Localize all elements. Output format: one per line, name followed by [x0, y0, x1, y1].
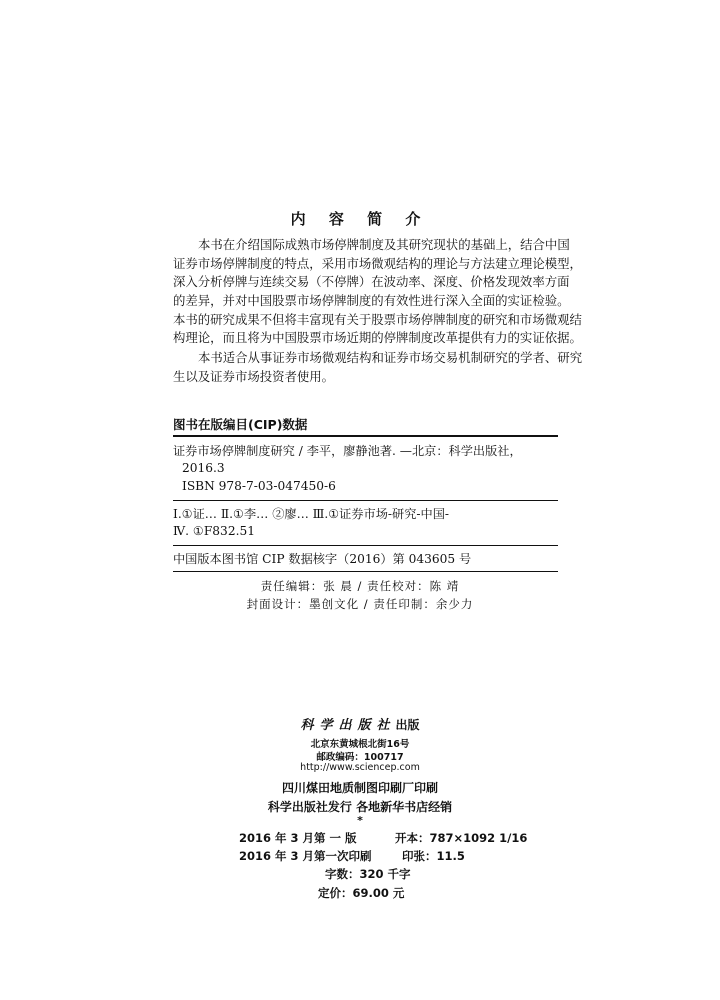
- sheets-info: 印张：11.5: [402, 849, 465, 863]
- text-line: 本书在介绍国际成熟市场停牌制度及其研究现状的基础上，结合中国: [198, 237, 570, 252]
- credits-design: 封面设计：墨创文化 / 责任印制：余少力: [246, 597, 474, 611]
- edition-info: 2016 年 3 月第 一 版: [239, 831, 357, 845]
- text-line: 本书适合从事证券市场微观结构和证券市场交易机制研究的学者、研究: [198, 350, 583, 365]
- separator-star: *: [357, 814, 363, 827]
- publisher-website: http://www.sciencep.com: [300, 762, 420, 773]
- text-line: 本书的研究成果不但将丰富现有关于股票市场停牌制度的研究和市场微观结: [173, 311, 582, 327]
- cip-classification: Ⅰ.①证… Ⅱ.①李… ②廖… Ⅲ.①证券市场-研究-中国-: [173, 507, 450, 521]
- cip-entry-line: 证券市场停牌制度研究 / 李平，廖静池著. —北京：科学出版社，: [173, 444, 522, 458]
- divider: [173, 545, 558, 546]
- wordcount-info: 字数：320 千字: [325, 867, 411, 881]
- summary-paragraph-1: [173, 236, 582, 348]
- format-info: 开本：787×1092 1/16: [395, 831, 528, 845]
- price-info: 定价：69.00 元: [318, 886, 405, 900]
- text-line: 的差异，并对中国股票市场停牌制度的有效性进行深入全面的实证检验。: [173, 293, 570, 309]
- text-line: 构理论，而且将为中国股票市场近期的停牌制度改革提供有力的实证依据。: [173, 330, 582, 346]
- cip-entry-date: 2016.3: [182, 461, 225, 475]
- printing-info: 2016 年 3 月第一次印刷: [239, 849, 372, 863]
- cip-isbn: ISBN 978-7-03-047450-6: [182, 479, 336, 493]
- distribution-info: 科学出版社发行 各地新华书店经销: [267, 800, 453, 814]
- divider: [173, 435, 558, 437]
- text-line: 证券市场停牌制度的特点，采用市场微观结构的理论与方法建立理论模型，: [173, 255, 582, 271]
- summary-heading: 内 容 简 介: [290, 210, 430, 228]
- summary-paragraph-2: [173, 349, 583, 386]
- cip-heading: 图书在版编目(CIP)数据: [173, 417, 308, 432]
- cip-class-number: Ⅳ. ①F832.51: [173, 524, 255, 538]
- publisher-address: 北京东黄城根北街16号: [310, 739, 410, 750]
- publisher-suffix: 出版: [395, 718, 420, 732]
- credits-editors: 责任编辑：张 晨 / 责任校对：陈 靖: [260, 579, 460, 593]
- text-line: 生以及证券市场投资者使用。: [173, 368, 335, 384]
- divider: [173, 571, 558, 572]
- divider: [173, 500, 558, 501]
- cip-record-number: 中国版本图书馆 CIP 数据核字（2016）第 043605 号: [173, 552, 472, 566]
- text-line: 深入分析停牌与连续交易（不停牌）在波动率、深度、价格发现效率方面: [173, 274, 570, 290]
- publisher-logo-text: 科学出版社: [300, 718, 396, 733]
- publisher-postcode: 邮政编码：100717: [316, 752, 404, 763]
- printer-name: 四川煤田地质制图印刷厂印刷: [281, 781, 438, 795]
- publisher-name: [0, 714, 720, 733]
